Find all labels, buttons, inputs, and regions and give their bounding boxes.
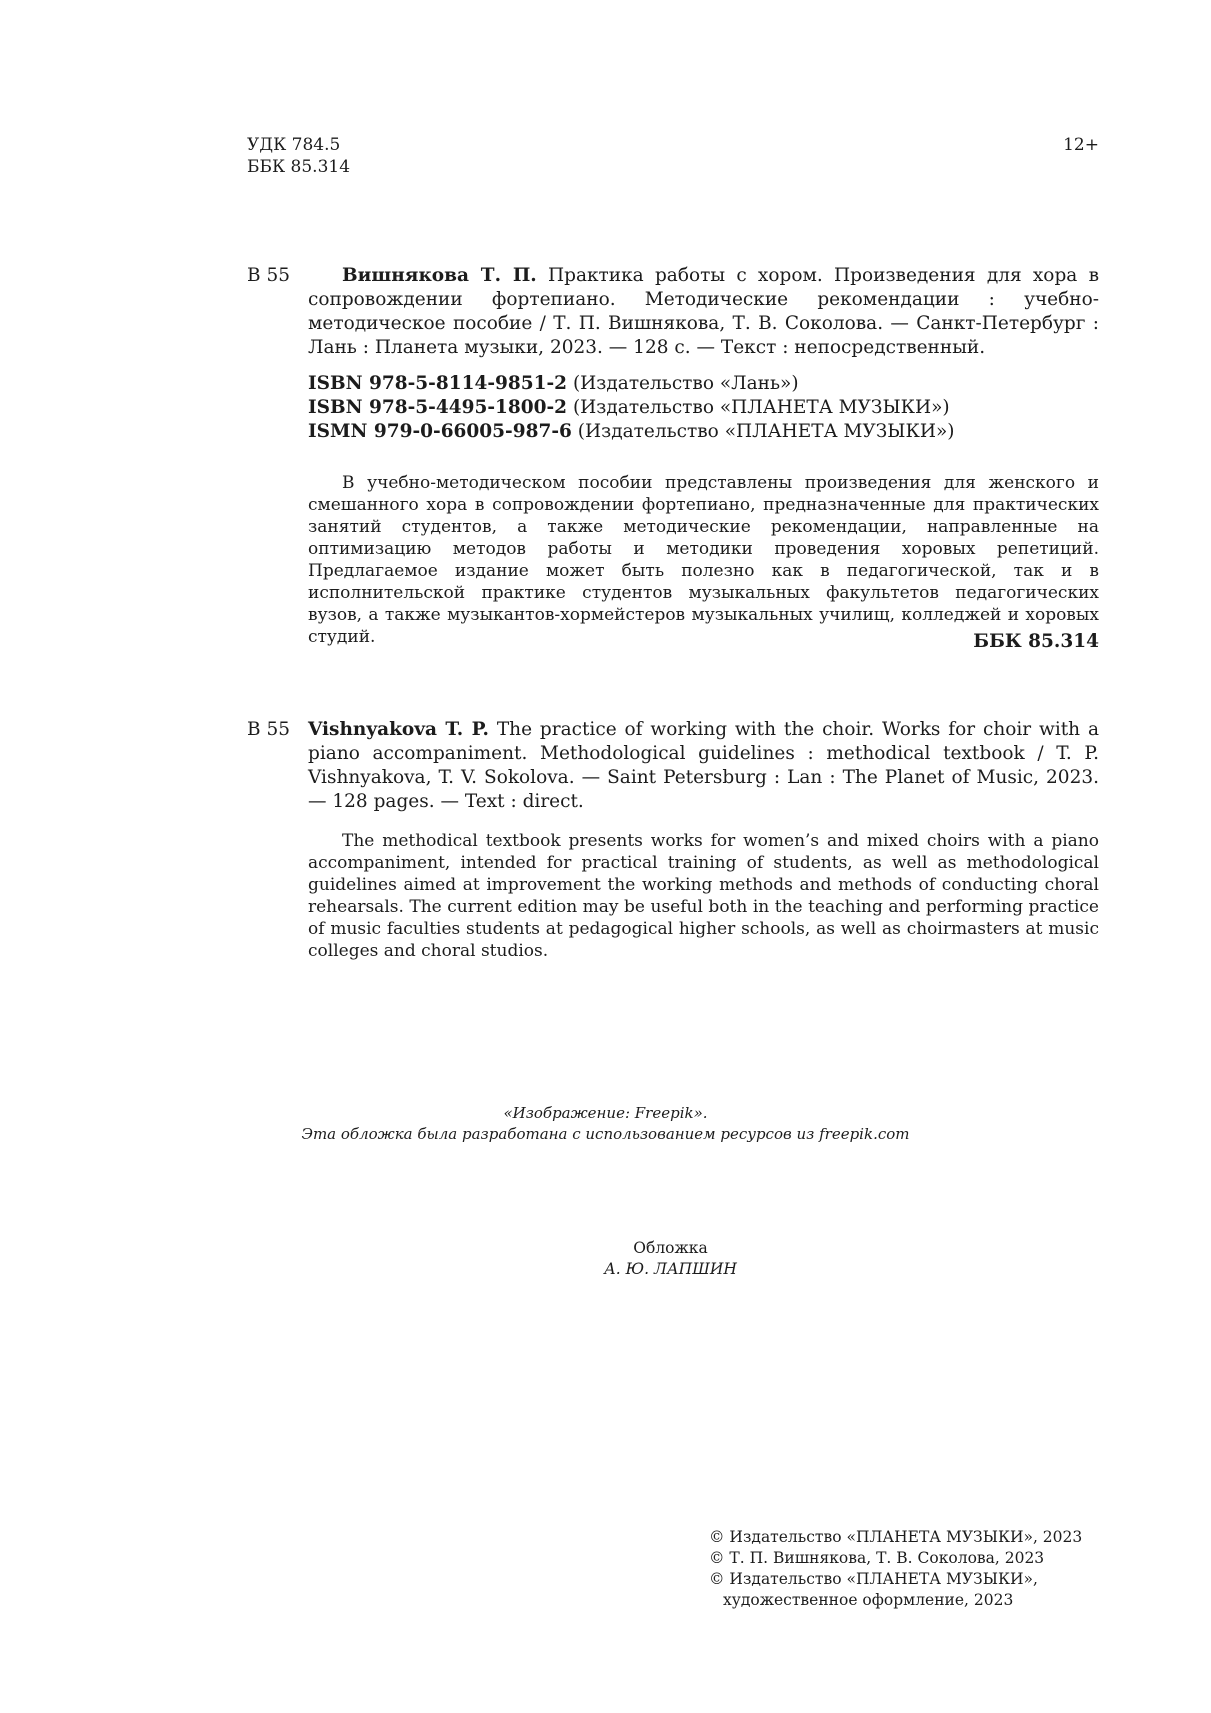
ru-bibliographic-text: Практика работы с хором. Произведения для хора в сопровождении фортепиано. Методические рекомендации : учебно-методическое пособие / Т. П. Вишнякова, Т. В. Соколова. — Санкт-Петербург : Лань : Планета музыки, 2023. — 128 с. — Текст : непосредственный. <box>308 265 1099 358</box>
copyright-line: © Издательство «ПЛАНЕТА МУЗЫКИ», 2023 <box>709 1528 1083 1546</box>
isbn-line <box>308 396 1099 420</box>
bbk-code: ББК 85.314 <box>247 157 351 177</box>
ru-bibliographic-entry <box>308 264 1099 360</box>
ru-abstract: В учебно-методическом пособии представлены произведения для женского и смешанного хора в сопровождении фортепиано, предназначенные для практических занятий студентов, а также методические рекомендации, направленные на оптимизацию методов работы и методики проведения хоровых репетиций. Предлагаемое издание может быть полезно как в педагогической, так и в исполнительской практике студентов музыкальных факультетов педагогических вузов, а также музыкантов-хормейстеров музыкальных училищ, колледжей и хоровых студий. <box>308 473 1099 647</box>
copyright-block <box>709 1527 1089 1611</box>
isbn-number: ISBN 978-5-8114-9851-2 <box>308 373 568 394</box>
en-abstract: The methodical textbook presents works for women’s and mixed choirs with a piano accompaniment, intended for practical training of students, as well as methodological guidelines aimed at improvement the working methods and methods of conducting choral rehearsals. The current edition may be useful both in the teaching and performing practice of music faculties students at pedagogical higher schools, as well as choirmasters at music colleges and choral studios. <box>308 831 1099 961</box>
copyright-line: © Т. П. Вишнякова, Т. В. Соколова, 2023 <box>709 1549 1045 1567</box>
copyright-line: © Издательство «ПЛАНЕТА МУЗЫКИ», художественное оформление, 2023 <box>709 1570 1038 1609</box>
ru-author: Вишнякова Т. П. <box>342 265 537 286</box>
isbn-publisher: (Издательство «ПЛАНЕТА МУЗЫКИ») <box>572 397 950 418</box>
image-credit-line: Эта обложка была разработана с использованием ресурсов из freepik.com <box>301 1125 910 1143</box>
cover-credit <box>0 1238 1211 1280</box>
udk-code: УДК 784.5 <box>247 135 341 155</box>
isbn-line <box>308 372 1099 396</box>
classification-block <box>247 134 350 178</box>
en-bibliographic-text: The practice of working with the choir. Works for choir with a piano accompaniment. Methodological guidelines : methodical textbook / T. P. Vishnyakova, T. V. Sokolova. — Saint Petersburg : Lan : The Planet of Music, 2023. — 128 pages. — Text : direct. <box>308 719 1099 812</box>
en-record-code: В 55 <box>247 719 291 740</box>
isbn-list <box>308 372 1099 444</box>
ru-record-code: В 55 <box>247 265 291 286</box>
isbn-number: ISBN 978-5-4495-1800-2 <box>308 397 568 418</box>
ismn-number: ISMN 979-0-66005-987-6 <box>308 421 572 442</box>
cover-designer: А. Ю. ЛАПШИН <box>604 1260 737 1278</box>
ismn-publisher: (Издательство «ПЛАНЕТА МУЗЫКИ») <box>577 421 955 442</box>
en-bibliographic-entry <box>308 718 1099 814</box>
ismn-line <box>308 420 1099 444</box>
isbn-publisher: (Издательство «Лань») <box>572 373 799 394</box>
cover-label: Обложка <box>633 1239 708 1257</box>
image-credit-line: «Изображение: Freepik». <box>503 1104 708 1122</box>
bbk-bottom: ББК 85.314 <box>973 631 1099 652</box>
age-rating: 12+ <box>1063 135 1099 155</box>
en-author: Vishnyakova T. P. <box>308 719 489 740</box>
image-credit <box>0 1103 1211 1145</box>
